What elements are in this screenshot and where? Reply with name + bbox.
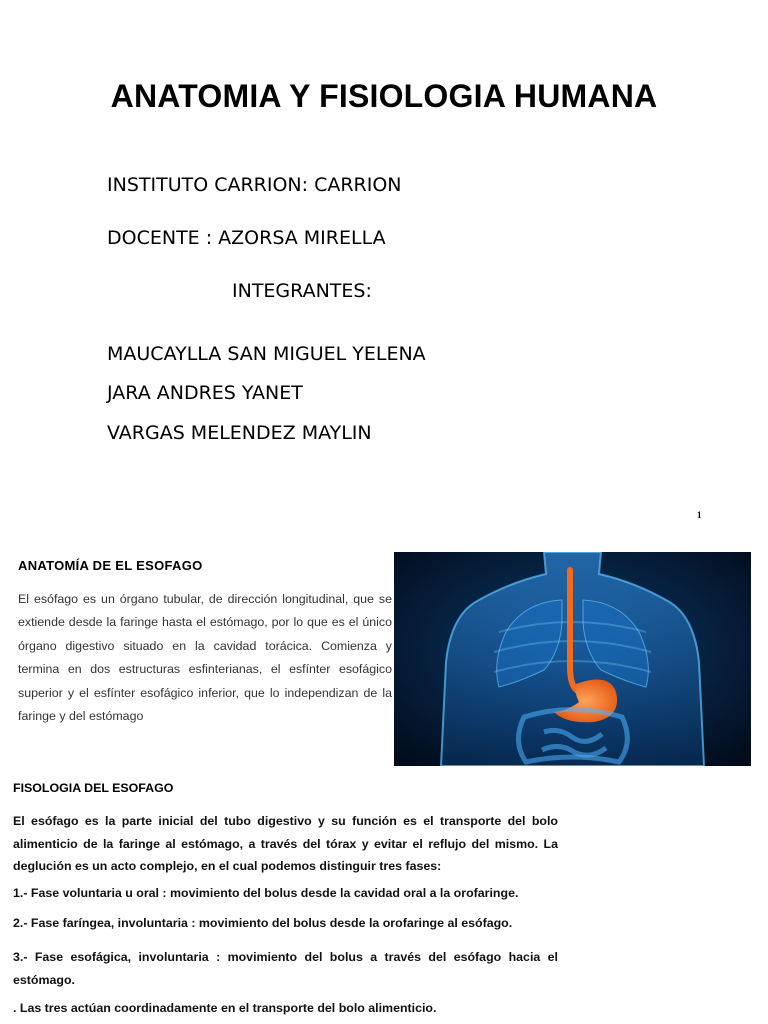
anatomy-heading: ANATOMÍA DE EL ESOFAGO [18,558,203,573]
page-number: 1 [697,510,702,520]
physiology-heading: FISOLOGIA DEL ESOFAGO [13,781,174,795]
member-name: VARGAS MELENDEZ MAYLIN [107,422,372,444]
closing-note: . Las tres actúan coordinadamente en el transporte del bolo alimenticio. [13,1001,437,1015]
member-name: MAUCAYLLA SAN MIGUEL YELENA [107,343,426,365]
phase-3-item: 3.- Fase esofágica, involuntaria : movimiento del bolus a través del esófago hacia el estómago. [13,950,558,987]
physiology-intro: El esófago es la parte inicial del tubo digestivo y su función es el transporte del bolo alimenticio de la faringe al estómago, a través del tórax y evitar el reflujo del mismo. La deglución es un acto complejo, en el cual podemos distinguir tres fases: [13,814,558,873]
document-title: ANATOMIA Y FISIOLOGIA HUMANA [110,78,658,114]
members-heading: INTEGRANTES: [232,280,372,302]
anatomy-paragraph: El esófago es un órgano tubular, de dirección longitudinal, que se extiende desde la faringe hasta el estómago, por lo que es el único órgano digestivo situado en la cavidad torácica. Comienza y termina en dos estructuras esfinterianas, el esfínter esofágico superior y el esfínter esofágico inferior, que lo independizan de la faringe y del estómago [18,592,392,724]
member-name: JARA ANDRES YANET [107,382,303,404]
institute-line: INSTITUTO CARRION: CARRION [107,174,402,196]
teacher-line: DOCENTE : AZORSA MIRELLA [107,227,386,249]
esophagus-anatomy-illustration [394,552,751,766]
phase-2-item: 2.- Fase faríngea, involuntaria : movimiento del bolus desde la orofaringe al esófago. [13,916,513,930]
phase-1-item: 1.- Fase voluntaria u oral : movimiento del bolus desde la cavidad oral a la orofaringe. [13,886,519,900]
